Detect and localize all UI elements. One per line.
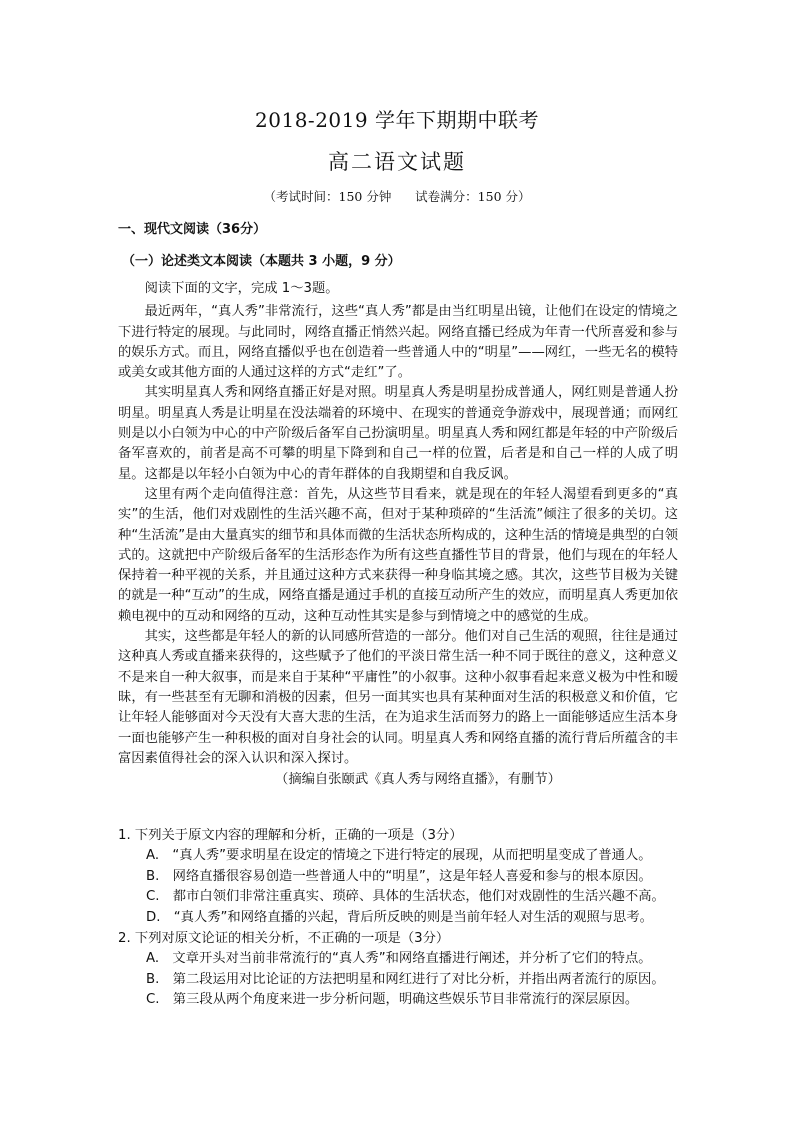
passage-paragraph: 这里有两个走向值得注意：首先，从这些节目看来，就是现在的年轻人渴望看到更多的“真实”的生活，他们对戏剧性的生活兴趣不高，但对于某种琐碎的“生活流”倾注了很多的关切。这种“生活流”是由大量真实的细节和具体而微的生活状态所构成的，这种生活的情境是典型的白领式的。这就把中产阶级后备军的生活形态作为所有这些直播性节目的背景，他们与现在的年轻人保持着一种平视的关系，并且通过这种方式来获得一种身临其境之感。其次，这些节目极为关键的就是一种“互动”的生成，网络直播是通过手机的直接互动所产生的效应，而明星真人秀更加依赖电视中的互动和网络的互动，这种互动性其实是参与到情境之中的感觉的生成。 xyxy=(118,486,678,624)
subsection-heading: （一）论述类文本阅读（本题共 3 小题，9 分） xyxy=(122,254,401,269)
answer-option-d: D. “真人秀”和网络直播的兴起，背后所反映的则是当前年轻人对生活的观照与思考。 xyxy=(146,909,653,925)
answer-option-c: C. 都市白领们非常注重真实、琐碎、具体的生活状态，他们对戏剧性的生活兴趣不高。 xyxy=(146,889,665,905)
exam-info: （考试时间：150 分钟 试卷满分：150 分） xyxy=(263,189,531,204)
question-1 xyxy=(118,826,688,928)
passage-paragraph: 最近两年，“真人秀”非常流行，这些“真人秀”都是由当红明星出镜，让他们在设定的情境之下进行特定的展现。与此同时，网络直播正悄然兴起。网络直播已经成为年青一代所喜爱和参与的娱乐方式。而且，网络直播似乎也在创造着一些普通人中的“明星”——网红，一些无名的模特或美女或其他方面的人通过这样的方式“走红”了。 xyxy=(118,304,678,381)
answer-option-c: C. 第三段从两个角度来进一步分析问题，明确这些娱乐节目非常流行的深层原因。 xyxy=(146,992,639,1008)
passage-paragraph: 其实，这些都是年轻人的新的认同感所营造的一部分。他们对自己生活的观照，往往是通过这种真人秀或直播来获得的，这些赋予了他们的平淡日常生活一种不同于既往的意义，这种意义不是来自一种大叙事，而是来自于某种“平庸性”的小叙事。这种小叙事看起来意义极为中性和暧昧，有一些甚至有无聊和消极的因素，但另一面其实也具有某种面对生活的积极意义和价值，它让年轻人能够面对今天没有大喜大悲的生活，在为追求生活而努力的路上一面能够适应生活本身一面也能够产生一种积极的面对自身社会的认同。明星真人秀和网络直播的流行背后所蕴含的丰富因素值得社会的深入认识和深入探讨。 xyxy=(118,629,678,766)
question-stem: 2. 下列对原文论证的相关分析，不正确的一项是（3分） xyxy=(118,931,450,946)
instruction-text: 阅读下面的文字，完成 1～3题。 xyxy=(144,281,339,296)
passage-paragraph: 其实明星真人秀和网络直播正好是对照。明星真人秀是明星扮成普通人，网红则是普通人扮明星。明星真人秀是让明星在没法端着的环境中、在现实的普通竞争游戏中，展现普通；而网红则是以小白领为中心的中产阶级后备军自己扮演明星。明星真人秀和网红都是年轻的中产阶级后备军喜欢的，前者是高不可攀的明星下降到和自己一样的位置，后者是和自己一样的人成了明星。这都是以年轻小白领为中心的青年群体的自我期望和自我反讽。 xyxy=(118,385,678,482)
page-subtitle: 高二语文试题 xyxy=(328,150,466,174)
question-stem: 1. 下列关于原文内容的理解和分析，正确的一项是（3分） xyxy=(118,828,463,843)
question-2 xyxy=(118,929,688,1011)
source-citation: （摘编自张颐武《真人秀与网络直播》，有删节） xyxy=(275,772,561,788)
answer-option-a: A. “真人秀”要求明星在设定的情境之下进行特定的展现，从而把明星变成了普通人。 xyxy=(146,848,652,864)
answer-option-b: B. 网络直播很容易创造一些普通人中的“明星”，这是年轻人喜爱和参与的根本原因。 xyxy=(146,868,652,884)
answer-option-b: B. 第二段运用对比论证的方法把明星和网红进行了对比分析，并指出两者流行的原因。 xyxy=(146,971,665,987)
section-heading: 一、现代文阅读（36分） xyxy=(118,222,267,237)
reading-passage xyxy=(118,279,678,790)
page-title: 2018-2019 学年下期期中联考 xyxy=(255,108,539,132)
answer-option-a: A. 文章开头对当前非常流行的“真人秀”和网络直播进行阐述，并分析了它们的特点。 xyxy=(146,951,652,967)
